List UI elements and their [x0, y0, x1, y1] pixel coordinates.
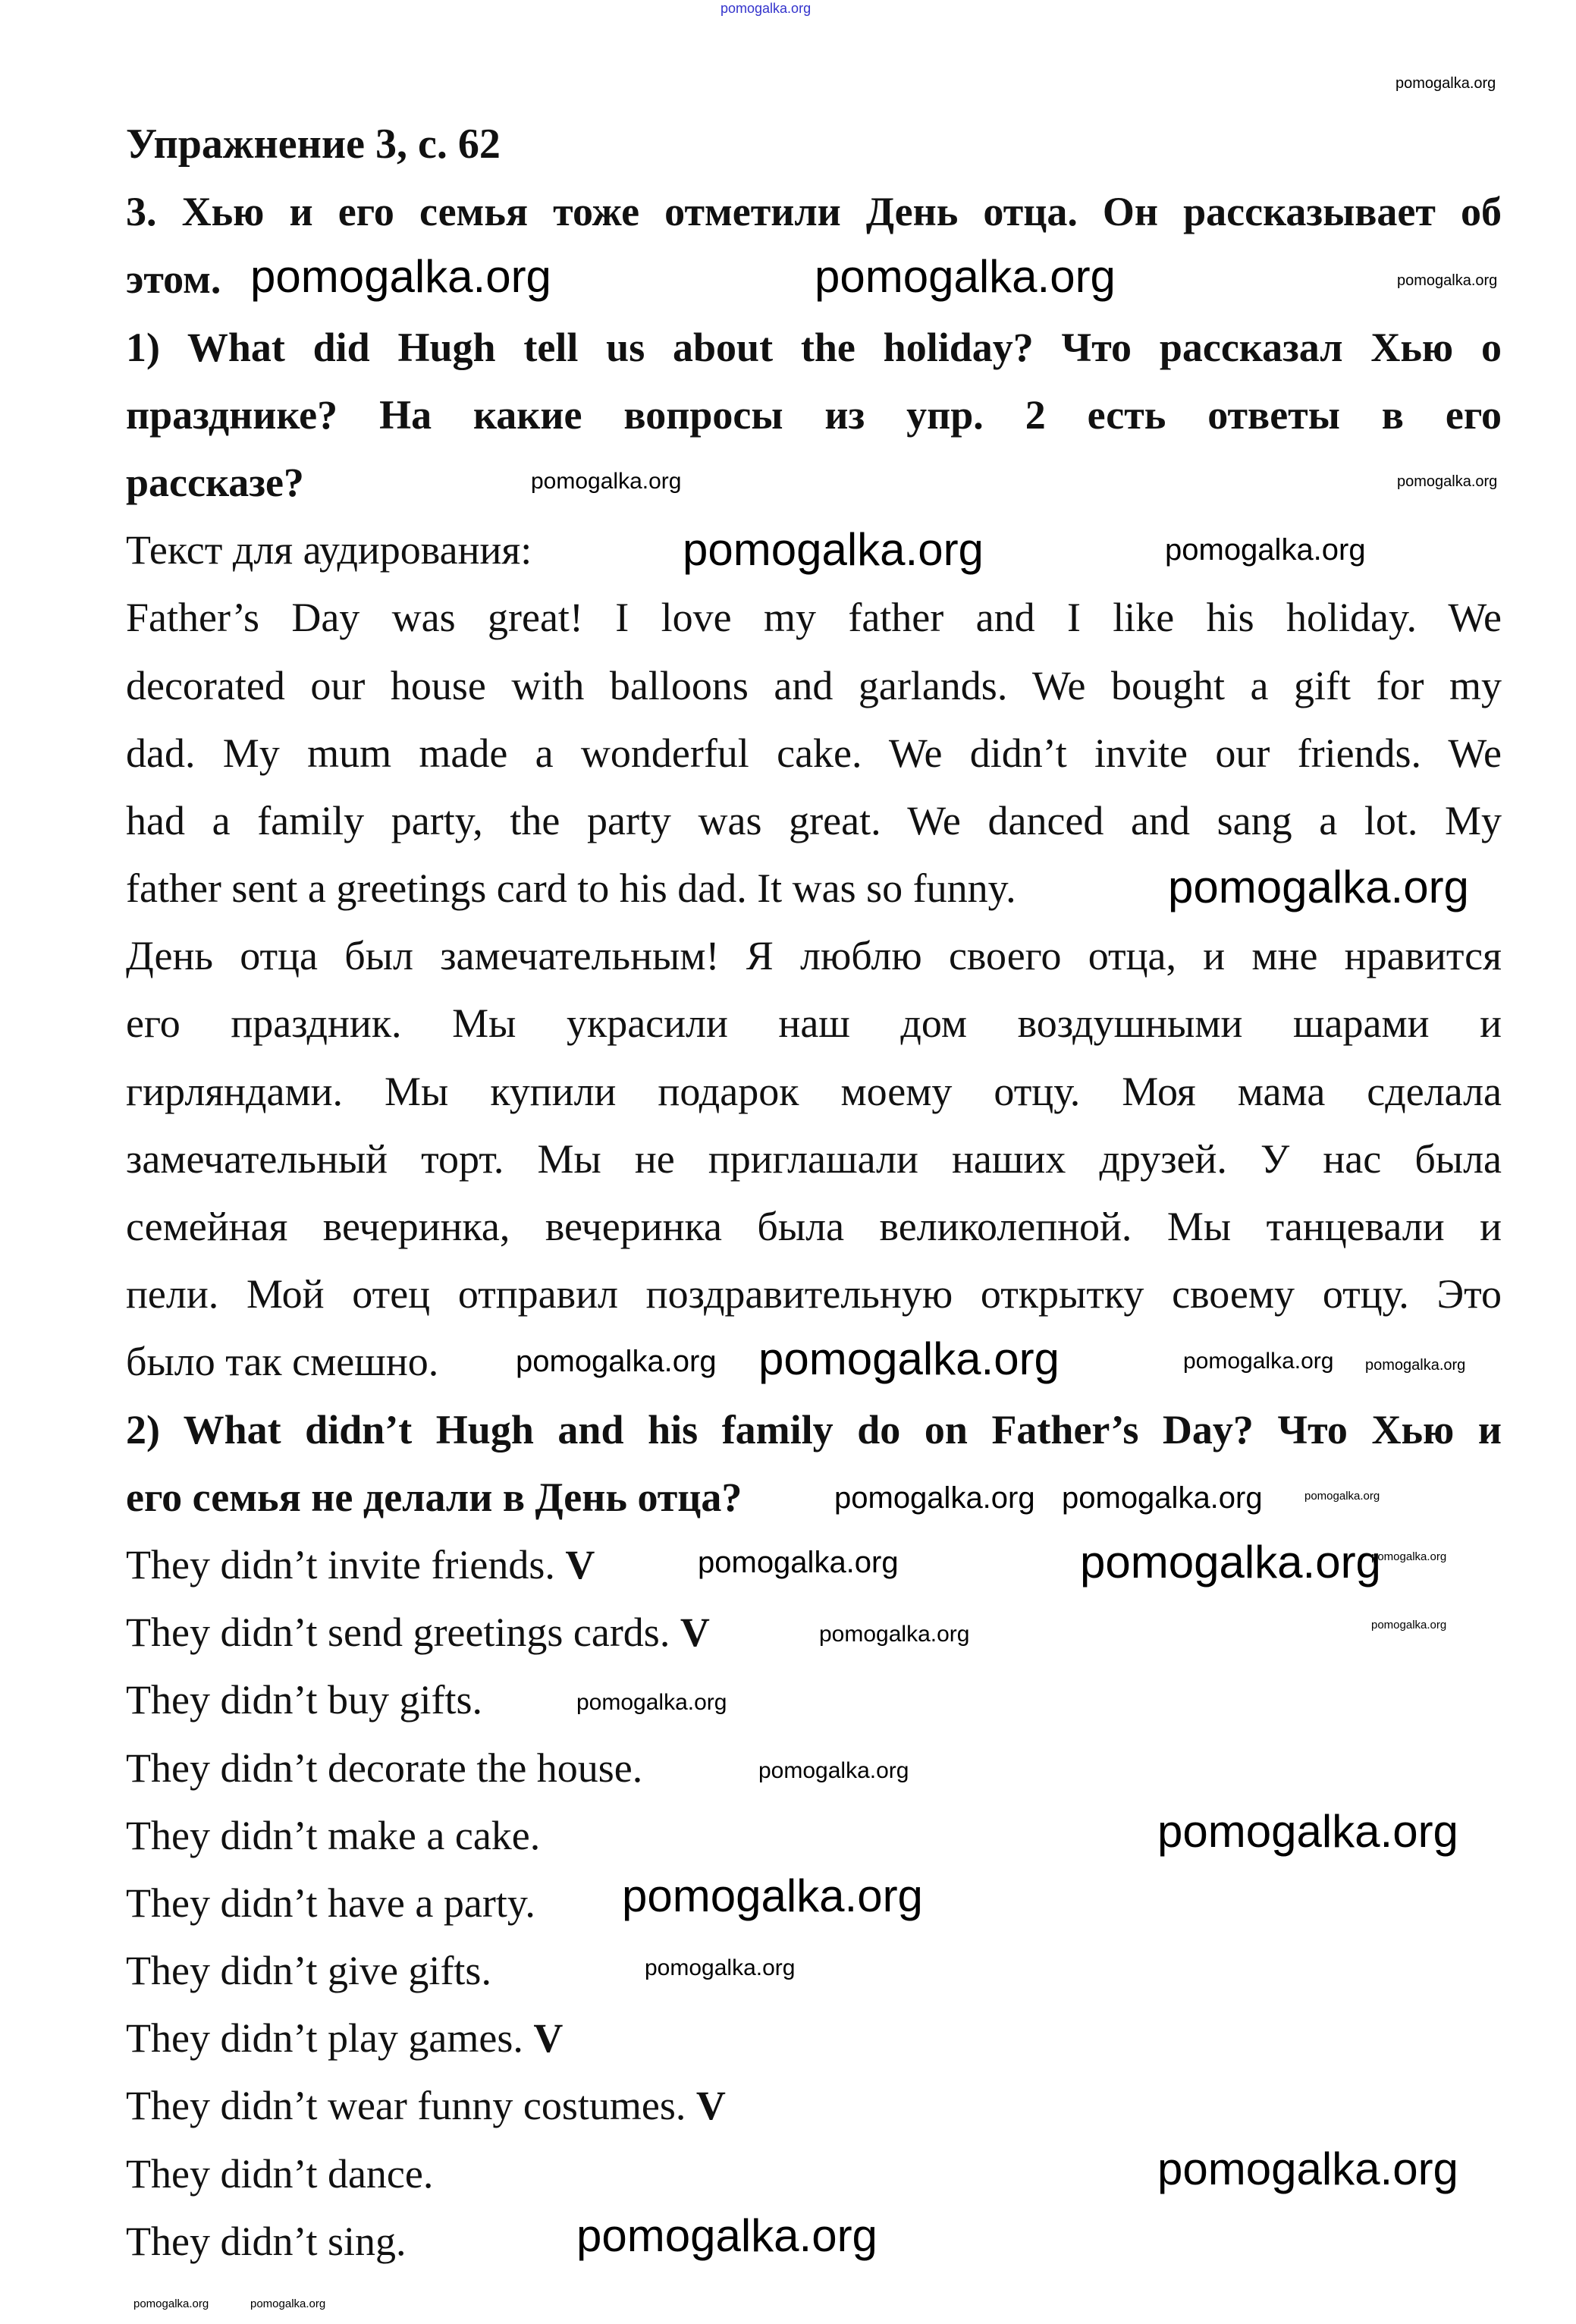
- answer-item: [126, 1531, 595, 1599]
- answer-item: [126, 2005, 563, 2072]
- watermark: pomogalka.org: [721, 1, 812, 16]
- english-text-line: father sent a greetings card to his dad. It was so funny.: [126, 865, 1016, 912]
- russian-text-line: гирляндами. Мы купили подарок моему отцу. Моя мама сделала: [126, 1068, 1502, 1114]
- answer-item: [126, 2140, 433, 2208]
- question-1-line: 1) What did Hugh tell us about the holiday? Что рассказал Хью о: [126, 324, 1502, 370]
- russian-text-line: День отца был замечательным! Я люблю своего отца, и мне нравится: [126, 933, 1502, 979]
- watermark: pomogalka.org: [133, 2297, 209, 2310]
- watermark: pomogalka.org: [1157, 2143, 1458, 2194]
- question-1-line: празднике? На какие вопросы из упр. 2 есть ответы в его: [126, 391, 1502, 438]
- listening-label: Текст для аудирования:: [126, 527, 532, 573]
- english-text-line: Father’s Day was great! I love my father and I like his holiday. We: [126, 595, 1502, 641]
- watermark: pomogalka.org: [1397, 473, 1498, 490]
- watermark: pomogalka.org: [815, 251, 1116, 302]
- answer-text: They didn’t wear funny costumes.: [126, 2083, 696, 2129]
- answer-text: They didn’t have a party.: [126, 1880, 535, 1926]
- answer-item: [126, 1937, 491, 2005]
- watermark: pomogalka.org: [250, 251, 551, 302]
- russian-text-line: семейная вечеринка, вечеринка была великолепной. Мы танцевали и: [126, 1204, 1502, 1249]
- english-text-line: decorated our house with balloons and garlands. We bought a gift for my: [126, 662, 1502, 708]
- document-page: [126, 111, 1502, 2275]
- question-2-line: его семья не делали в День отца?: [126, 1474, 742, 1520]
- watermark: pomogalka.org: [531, 469, 682, 494]
- watermark: pomogalka.org: [1062, 1481, 1263, 1515]
- answer-text: They didn’t make a cake.: [126, 1812, 541, 1858]
- watermark: pomogalka.org: [576, 2210, 877, 2261]
- question-2-line: 2) What didn’t Hugh and his family do on Father’s Day? Что Хью и: [126, 1406, 1502, 1452]
- answer-text: They didn’t sing.: [126, 2218, 407, 2264]
- answer-item: [126, 2072, 726, 2140]
- watermark: pomogalka.org: [758, 1333, 1060, 1384]
- exercise-title: Упражнение 3, с. 62: [126, 121, 501, 168]
- watermark: pomogalka.org: [1397, 272, 1498, 289]
- watermark: pomogalka.org: [819, 1622, 970, 1647]
- check-mark: V: [695, 2083, 726, 2129]
- watermark: pomogalka.org: [1395, 75, 1496, 92]
- watermark: pomogalka.org: [1157, 1806, 1458, 1857]
- watermark: pomogalka.org: [645, 1955, 796, 1980]
- answer-item: [126, 1666, 482, 1734]
- english-text-line: dad. My mum made a wonderful cake. We didn’t invite our friends. We: [126, 730, 1502, 776]
- answer-item: [126, 1735, 642, 1802]
- watermark: pomogalka.org: [1080, 1537, 1381, 1588]
- russian-text-line: его праздник. Мы украсили наш дом воздушными шарами и: [126, 1000, 1502, 1047]
- answer-text: They didn’t decorate the house.: [126, 1745, 643, 1791]
- answer-text: They didn’t send greetings cards.: [126, 1610, 680, 1656]
- answer-text: They didn’t invite friends.: [126, 1541, 566, 1588]
- watermark: pomogalka.org: [576, 1690, 727, 1715]
- watermark: pomogalka.org: [516, 1345, 717, 1378]
- check-mark: V: [680, 1610, 710, 1656]
- russian-text-line: пели. Мой отец отправил поздравительную открытку своему отцу. Это: [126, 1271, 1502, 1317]
- task-heading-line: 3. Хью и его семья тоже отметили День отца. Он рассказывает об: [126, 189, 1502, 235]
- watermark: pomogalka.org: [1168, 862, 1469, 912]
- task-heading-line: этом.: [126, 256, 221, 303]
- russian-text-line: было так смешно.: [126, 1339, 439, 1385]
- answer-item: [126, 2208, 406, 2275]
- check-mark: V: [565, 1541, 595, 1588]
- english-text-line: had a family party, the party was great. We danced and sang a lot. My: [126, 797, 1502, 843]
- watermark: pomogalka.org: [1304, 1490, 1380, 1503]
- watermark: pomogalka.org: [1371, 1550, 1447, 1563]
- watermark: pomogalka.org: [250, 2297, 326, 2310]
- watermark: pomogalka.org: [834, 1481, 1035, 1515]
- watermark: pomogalka.org: [698, 1546, 899, 1579]
- answer-item: [126, 1802, 540, 1870]
- watermark: pomogalka.org: [1365, 1357, 1466, 1374]
- russian-text-line: замечательный торт. Мы не приглашали наших друзей. У нас была: [126, 1135, 1502, 1182]
- watermark: pomogalka.org: [683, 524, 984, 575]
- answer-item: [126, 1870, 535, 1937]
- check-mark: V: [533, 2015, 564, 2062]
- answer-text: They didn’t buy gifts.: [126, 1677, 482, 1723]
- answer-text: They didn’t dance.: [126, 2150, 434, 2197]
- watermark: pomogalka.org: [1371, 1619, 1447, 1632]
- answer-text: They didn’t play games.: [126, 2015, 534, 2062]
- watermark: pomogalka.org: [1183, 1349, 1334, 1374]
- answer-text: They didn’t give gifts.: [126, 1948, 491, 1994]
- watermark: pomogalka.org: [1165, 533, 1366, 567]
- watermark: pomogalka.org: [622, 1870, 923, 1921]
- question-1-line: рассказе?: [126, 459, 304, 505]
- answer-item: [126, 1599, 710, 1666]
- watermark: pomogalka.org: [758, 1758, 909, 1783]
